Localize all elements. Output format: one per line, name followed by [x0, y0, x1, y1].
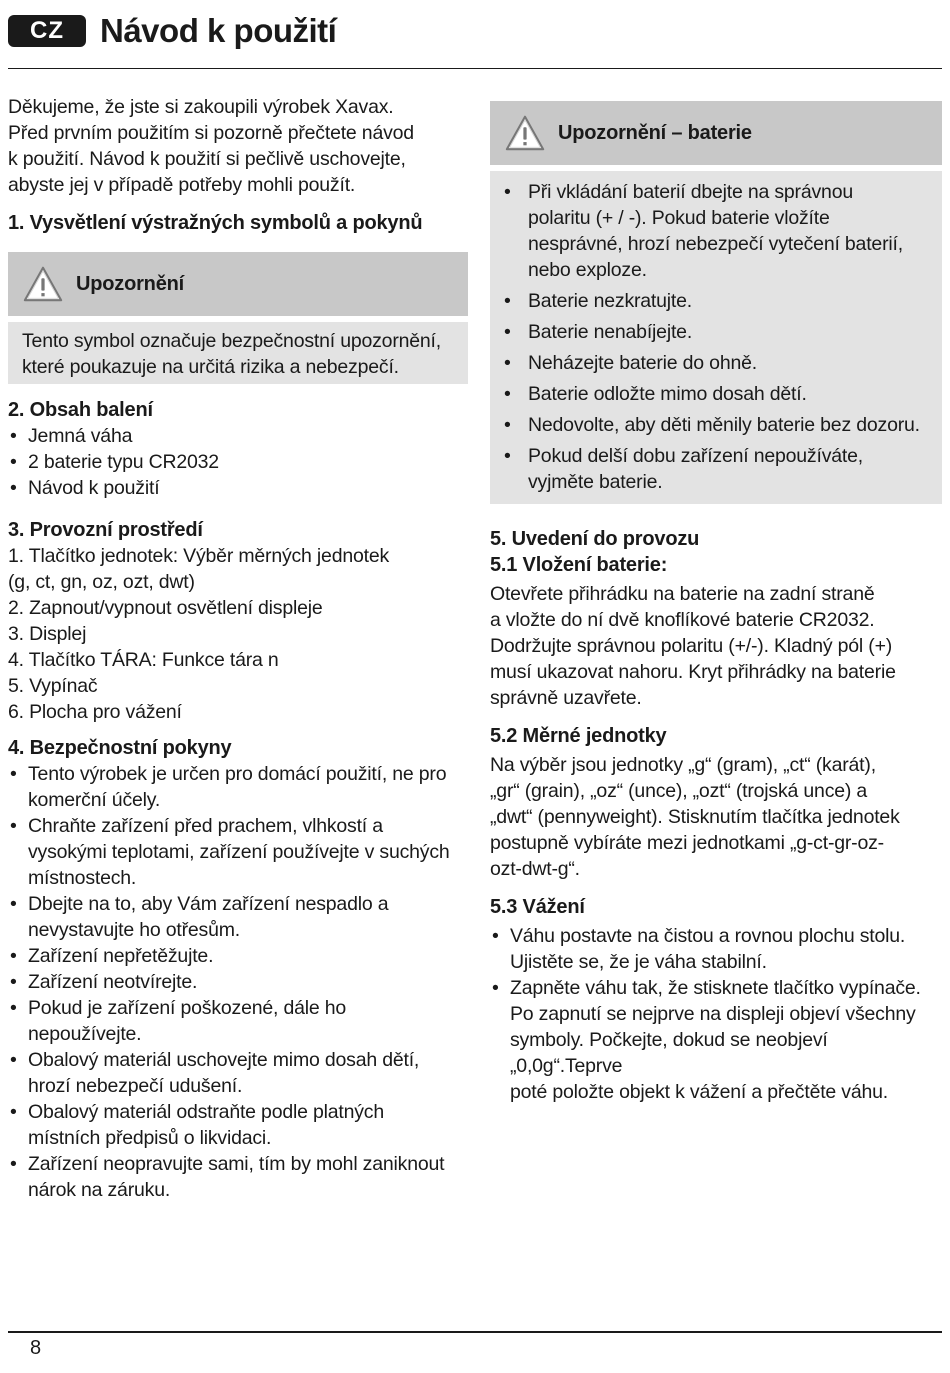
battery-warning-body — [490, 171, 942, 504]
warning-text-line: které poukazuje na určitá rizika a nebezpečí. — [22, 356, 399, 378]
safety-list — [8, 761, 468, 1203]
header-divider — [8, 68, 942, 69]
list-item: 4. Tlačítko TÁRA: Funkce tára n — [8, 649, 279, 671]
battery-warning-title: Upozornění – baterie — [558, 122, 752, 144]
battery-warning-list — [490, 179, 942, 495]
package-contents-list — [8, 423, 468, 501]
list-item: • Baterie nezkratujte. — [490, 288, 942, 314]
footer-divider — [8, 1331, 942, 1333]
battery-warning-header — [490, 101, 942, 165]
intro-line: Před prvním použitím si pozorně přečtete návod — [8, 122, 414, 144]
section-5-3-heading: 5.3 Vážení — [490, 896, 585, 918]
list-item: • Obalový materiál odstraňte podle platných místních předpisů o likvidaci. — [8, 1099, 468, 1151]
list-item: • Při vkládání baterií dbejte na správnou polaritu (+ / -). Pokud baterie vložíte nesprávné, hrozí nebezpečí vytečení baterií, nebo exploze. — [490, 179, 942, 283]
list-item: 1. Tlačítko jednotek: Výběr měrných jednotek — [8, 545, 390, 567]
list-item: 2. Zapnout/vypnout osvětlení displeje — [8, 597, 323, 619]
list-item: • Nedovolte, aby děti měnily baterie bez dozoru. — [490, 412, 942, 438]
list-item: • Pokud je zařízení poškozené, dále ho nepoužívejte. — [8, 995, 468, 1047]
intro-line: k použití. Návod k použití si pečlivě uschovejte, — [8, 148, 406, 170]
warning-triangle-icon — [22, 264, 64, 304]
list-item: • Tento výrobek je určen pro domácí použití, ne pro komerční účely. — [8, 761, 468, 813]
weighing-list — [490, 923, 942, 1105]
list-item: 5. Vypínač — [8, 675, 98, 697]
list-item: • Zařízení neopravujte sami, tím by mohl zaniknout nárok na záruku. — [8, 1151, 468, 1203]
page-title: Návod k použití — [100, 12, 337, 49]
warning-box — [8, 252, 468, 384]
language-badge: CZ — [8, 15, 86, 47]
list-item: • Zapněte váhu tak, že stisknete tlačítko vypínače. Po zapnutí se nejprve na displeji objeví všechny symboly. Počkejte, dokud se neobjeví „0,0g“.Teprve poté položte objekt k vážení a přečtěte váhu. — [490, 975, 942, 1105]
section-2-heading: 2. Obsah balení — [8, 399, 153, 421]
warning-body — [8, 322, 468, 384]
intro-line: Děkujeme, že jste si zakoupili výrobek Xavax. — [8, 96, 394, 118]
controls-list — [8, 543, 468, 725]
list-item: • Obalový materiál uschovejte mimo dosah dětí, hrozí nebezpečí udušení. — [8, 1047, 468, 1099]
list-item: • Neházejte baterie do ohně. — [490, 350, 942, 376]
section-3-heading: 3. Provozní prostředí — [8, 519, 203, 541]
list-item: 6. Plocha pro vážení — [8, 701, 182, 723]
section-5-1-heading: 5.1 Vložení baterie: — [490, 554, 668, 576]
section-4-heading: 4. Bezpečnostní pokyny — [8, 737, 232, 759]
left-column — [8, 94, 468, 1203]
battery-insert-text: Otevřete přihrádku na baterie na zadní straně a vložte do ní dvě knoflíkové baterie CR2032. Dodržujte správnou polaritu (+/-). Kladný pól (+) musí ukazovat nahoru. Kryt přihrádky na baterie správně uzavřete. — [490, 583, 896, 709]
list-item: • 2 baterie typu CR2032 — [8, 449, 468, 475]
warning-header — [8, 252, 468, 316]
section-5-2-heading: 5.2 Měrné jednotky — [490, 725, 667, 747]
list-item: 3. Displej — [8, 623, 87, 645]
intro-line: abyste jej v případě potřeby mohli použít. — [8, 174, 356, 196]
warning-triangle-icon — [504, 113, 546, 153]
page-number: 8 — [30, 1337, 42, 1359]
list-item: • Dbejte na to, aby Vám zařízení nespadlo a nevystavujte ho otřesům. — [8, 891, 468, 943]
list-item: • Baterie nenabíjejte. — [490, 319, 942, 345]
warning-title: Upozornění — [76, 273, 184, 295]
list-item: • Pokud delší dobu zařízení nepoužíváte, vyjměte baterie. — [490, 443, 942, 495]
list-item: • Chraňte zařízení před prachem, vlhkostí a vysokými teplotami, zařízení používejte v suchých místnostech. — [8, 813, 468, 891]
page-header — [8, 8, 336, 54]
units-text: Na výběr jsou jednotky „g“ (gram), „ct“ (karát), „gr“ (grain), „oz“ (unce), „ozt“ (trojská unce) a „dwt“ (pennyweight). Stisknutím tlačítka jednotek postupně vybíráte mezi jednotkami „g-ct-gr-oz- ozt-dwt-g“. — [490, 754, 900, 880]
section-1-heading: 1. Vysvětlení výstražných symbolů a pokynů — [8, 212, 423, 234]
list-item: (g, ct, gn, oz, ozt, dwt) — [8, 571, 195, 593]
list-item: • Baterie odložte mimo dosah dětí. — [490, 381, 942, 407]
intro-text — [8, 94, 468, 198]
warning-text-line: Tento symbol označuje bezpečnostní upozornění, — [22, 330, 441, 352]
list-item: • Zařízení neotvírejte. — [8, 969, 468, 995]
list-item: • Návod k použití — [8, 475, 468, 501]
right-column — [490, 101, 942, 1105]
section-5-heading: 5. Uvedení do provozu — [490, 528, 700, 550]
battery-warning-box — [490, 101, 942, 504]
list-item: • Váhu postavte na čistou a rovnou plochu stolu. Ujistěte se, že je váha stabilní. — [490, 923, 942, 975]
list-item: • Jemná váha — [8, 423, 468, 449]
list-item: • Zařízení nepřetěžujte. — [8, 943, 468, 969]
